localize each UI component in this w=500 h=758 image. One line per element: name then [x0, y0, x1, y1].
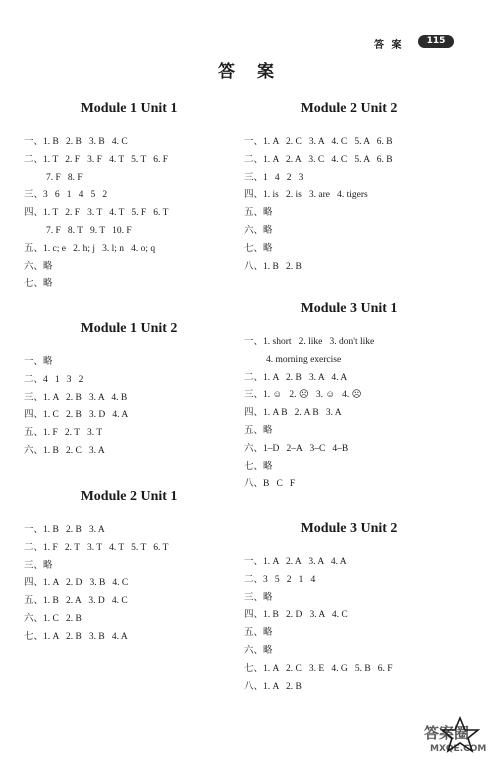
header-label: 答 案 [374, 40, 404, 51]
answer-line: 7. F 8. T 9. T 10. F [46, 225, 132, 236]
answer-line: 二、1. A 2. A 3. C 4. C 5. A 6. B [244, 154, 393, 165]
answer-line: 五、略 [244, 628, 273, 639]
answer-line: 4. morning exercise [266, 354, 342, 365]
answer-line: 三、1 4 2 3 [244, 172, 304, 183]
answer-line: 七、1. A 2. C 3. E 4. G 5. B 6. F [244, 663, 393, 674]
answer-line: 三、1. ☺ 2. ☹ 3. ☺ 4. ☹ [244, 390, 362, 401]
answer-line: 七、1. A 2. B 3. B 4. A [24, 631, 128, 642]
answer-line: 四、1. B 2. D 3. A 4. C [244, 610, 348, 621]
watermark-bottom-text: MXQE.COM [430, 744, 487, 754]
answer-line: 八、1. A 2. B [244, 681, 302, 692]
answer-line: 六、略 [24, 261, 53, 272]
answer-line: 五、1. F 2. T 3. T [24, 428, 103, 439]
unit-title: Module 2 Unit 1 [80, 489, 178, 504]
answer-line: 一、1. A 2. C 3. A 4. C 5. A 6. B [244, 137, 393, 147]
answer-list [24, 134, 234, 294]
answer-list [24, 354, 234, 461]
unit-title: Module 2 Unit 2 [300, 101, 398, 116]
page-title: 答 案 [218, 62, 282, 82]
answer-line: 二、1. T 2. F 3. F 4. T 5. T 6. F [24, 154, 169, 165]
answer-line: 四、1. A 2. D 3. B 4. C [24, 578, 129, 589]
page-number-tab: 115 [418, 35, 454, 48]
answer-list [244, 134, 454, 276]
answer-line: 六、1. C 2. B [24, 613, 82, 624]
answer-line: 一、1. A 2. A 3. A 4. A [244, 557, 347, 567]
answer-line: 六、1–D 2–A 3–C 4–B [244, 443, 349, 454]
unit-title: Module 3 Unit 2 [300, 521, 398, 536]
unit-section [244, 518, 454, 696]
answer-line: 六、1. B 2. C 3. A [24, 445, 105, 456]
answer-line: 三、略 [24, 560, 53, 571]
unit-section [24, 318, 234, 461]
answer-line: 八、B C F [244, 479, 296, 490]
answer-list [24, 522, 234, 647]
answer-line: 一、略 [24, 357, 53, 367]
answer-line: 四、1. is 2. is 3. are 4. tigers [244, 190, 368, 201]
answer-line: 五、略 [244, 208, 273, 219]
unit-title: Module 1 Unit 2 [80, 321, 178, 336]
answer-line: 四、1. C 2. B 3. D 4. A [24, 410, 129, 421]
answer-line: 一、1. B 2. B 3. B 4. C [24, 137, 128, 147]
answer-line: 二、1. F 2. T 3. T 4. T 5. T 6. T [24, 542, 169, 553]
answer-line: 7. F 8. F [46, 172, 83, 183]
answer-line: 五、1. B 2. A 3. D 4. C [24, 596, 128, 607]
unit-section [24, 486, 234, 647]
answer-line: 七、略 [244, 461, 273, 472]
answer-line: 七、略 [24, 279, 53, 290]
unit-section [24, 98, 234, 294]
answer-line: 五、略 [244, 425, 273, 436]
answer-line: 四、1. A B 2. A B 3. A [244, 408, 342, 419]
unit-section [244, 298, 454, 494]
answer-line: 七、略 [244, 243, 273, 254]
answer-line: 二、3 5 2 1 4 [244, 574, 316, 585]
answer-list [244, 554, 454, 696]
answer-line: 二、4 1 3 2 [24, 374, 84, 385]
star-logo-icon [420, 716, 498, 754]
answer-line: 二、1. A 2. B 3. A 4. A [244, 372, 348, 383]
answer-line: 一、1. short 2. like 3. don't like [244, 337, 375, 347]
answer-line: 三、1. A 2. B 3. A 4. B [24, 392, 128, 403]
answer-line: 六、略 [244, 645, 273, 656]
unit-title: Module 1 Unit 1 [80, 101, 178, 116]
answer-line: 四、1. T 2. F 3. T 4. T 5. F 6. T [24, 208, 169, 219]
unit-section [244, 98, 454, 276]
watermark-logo [420, 716, 498, 754]
unit-title: Module 3 Unit 1 [300, 301, 398, 316]
answer-line: 三、3 6 1 4 5 2 [24, 190, 108, 201]
answer-line: 六、略 [244, 225, 273, 236]
answer-line: 一、1. B 2. B 3. A [24, 525, 105, 535]
answer-line: 八、1. B 2. B [244, 261, 302, 272]
answer-line: 五、1. c; e 2. h; j 3. l; n 4. o; q [24, 243, 156, 254]
answer-list [244, 334, 454, 494]
answer-line: 三、略 [244, 592, 273, 603]
watermark-top-text: 答案圈 [424, 724, 470, 742]
